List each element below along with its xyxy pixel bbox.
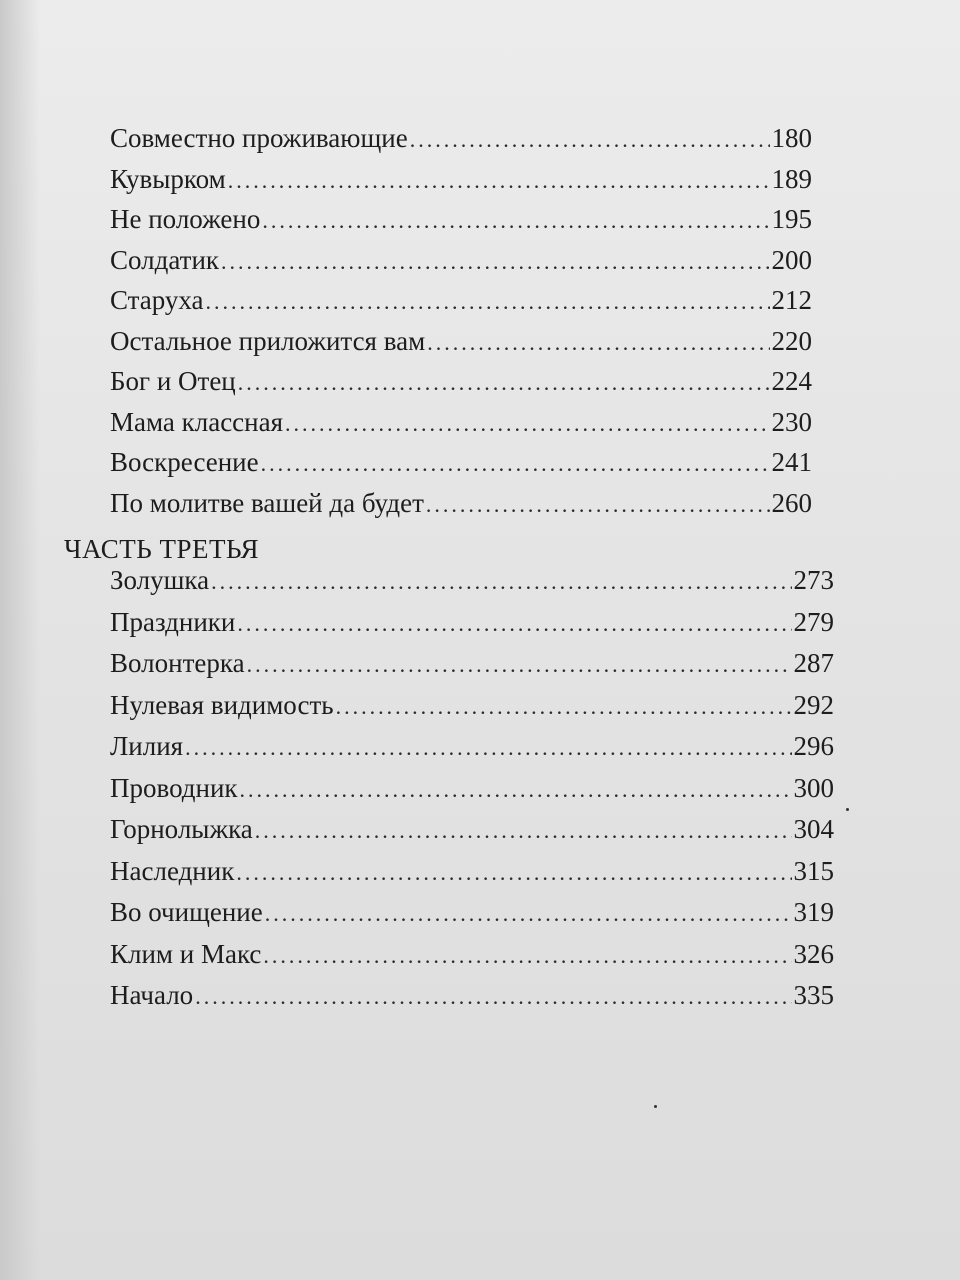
leader-dots — [206, 282, 770, 323]
toc-entry-title: Не положено — [110, 204, 261, 234]
toc-entry-page: 241 — [771, 447, 812, 477]
toc-entry-title: Клим и Макс — [110, 938, 262, 969]
toc-entry-title: Солдатик — [110, 244, 220, 275]
toc-entry-title: Воскресение — [110, 447, 259, 477]
leader-dots — [285, 404, 769, 445]
leader-dots — [195, 976, 791, 1018]
toc-entry-title: Начало — [110, 980, 194, 1010]
toc-entry-title: Кувырком — [110, 163, 226, 194]
toc-entry-title: Лилия — [110, 731, 184, 761]
leader-dots — [255, 810, 792, 852]
toc-entry-title: Наследник — [110, 855, 235, 886]
toc-entry — [110, 851, 834, 893]
leader-dots — [228, 161, 770, 202]
toc-entry-page: 315 — [793, 855, 834, 886]
toc-entry — [110, 685, 834, 727]
paper-speck — [654, 1105, 657, 1108]
toc-entry-page: 304 — [793, 814, 834, 844]
toc-entry — [110, 483, 812, 524]
toc-section-part-three — [110, 560, 834, 1017]
toc-entry-title: Остальное приложится вам — [110, 325, 426, 356]
leader-dots — [261, 444, 770, 485]
toc-entry-page: 326 — [793, 938, 834, 969]
toc-entry-title: Проводник — [110, 772, 238, 803]
leader-dots — [185, 727, 791, 769]
toc-entry-page: 212 — [771, 285, 812, 315]
leader-dots — [236, 852, 791, 894]
toc-entry-title: Волонтерка — [110, 648, 245, 678]
toc-entry-page: 319 — [793, 897, 834, 927]
toc-entry — [110, 768, 834, 810]
toc-entry-title: Совместно проживающие — [110, 123, 408, 153]
leader-dots — [240, 769, 792, 811]
leader-dots — [247, 644, 792, 686]
leader-dots — [265, 893, 792, 935]
toc-entry-title: Горнолыжка — [110, 814, 253, 844]
toc-entry-page: 300 — [793, 772, 834, 803]
toc-entry — [110, 726, 834, 768]
toc-entry — [110, 361, 812, 402]
toc-entry — [110, 809, 834, 851]
toc-entry — [110, 159, 812, 200]
toc-entry — [110, 199, 812, 240]
leader-dots — [336, 686, 792, 728]
toc-entry-page: 189 — [771, 163, 812, 194]
toc-entry-page: 200 — [771, 244, 812, 275]
leader-dots — [221, 242, 769, 283]
toc-entry-title: Праздники — [110, 606, 236, 637]
toc-entry-page: 230 — [771, 406, 812, 437]
leader-dots — [237, 603, 791, 645]
toc-entry — [110, 975, 834, 1017]
toc-entry-page: 195 — [771, 204, 812, 234]
toc-entry — [110, 321, 812, 362]
toc-entry-page: 273 — [793, 565, 834, 595]
toc-entry-title: Бог и Отец — [110, 366, 236, 396]
toc-entry-title: По молитве вашей да будет — [110, 487, 424, 518]
toc-entry — [110, 934, 834, 976]
toc-section-part-two — [110, 118, 812, 523]
toc-entry-title: Во очищение — [110, 897, 263, 927]
toc-entry — [110, 602, 834, 644]
paper-speck — [846, 808, 849, 811]
leader-dots — [238, 363, 770, 404]
toc-entry-title: Золушка — [110, 565, 210, 595]
leader-dots — [211, 561, 791, 603]
toc-entry — [110, 892, 834, 934]
toc-entry-page: 287 — [793, 648, 834, 678]
toc-entry — [110, 643, 834, 685]
leader-dots — [426, 485, 770, 526]
leader-dots — [263, 935, 791, 977]
toc-entry-page: 224 — [771, 366, 812, 396]
toc-entry — [110, 560, 834, 602]
toc-entry-page: 279 — [793, 606, 834, 637]
leader-dots — [410, 120, 770, 161]
leader-dots — [262, 201, 769, 242]
leader-dots — [427, 323, 769, 364]
part-heading: ЧАСТЬ ТРЕТЬЯ — [64, 534, 260, 564]
toc-entry-page: 220 — [771, 325, 812, 356]
toc-entry-title: Старуха — [110, 285, 204, 315]
toc-entry-page: 260 — [771, 487, 812, 518]
toc-entry — [110, 402, 812, 443]
toc-entry — [110, 442, 812, 483]
page-shadow — [0, 0, 40, 1280]
toc-entry-title: Нулевая видимость — [110, 689, 334, 720]
toc-entry — [110, 118, 812, 159]
toc-entry-page: 180 — [771, 123, 812, 153]
toc-entry-page: 296 — [793, 731, 834, 761]
toc-entry — [110, 280, 812, 321]
toc-entry — [110, 240, 812, 281]
toc-entry-page: 335 — [793, 980, 834, 1010]
toc-entry-title: Мама классная — [110, 406, 284, 437]
toc-entry-page: 292 — [793, 689, 834, 720]
